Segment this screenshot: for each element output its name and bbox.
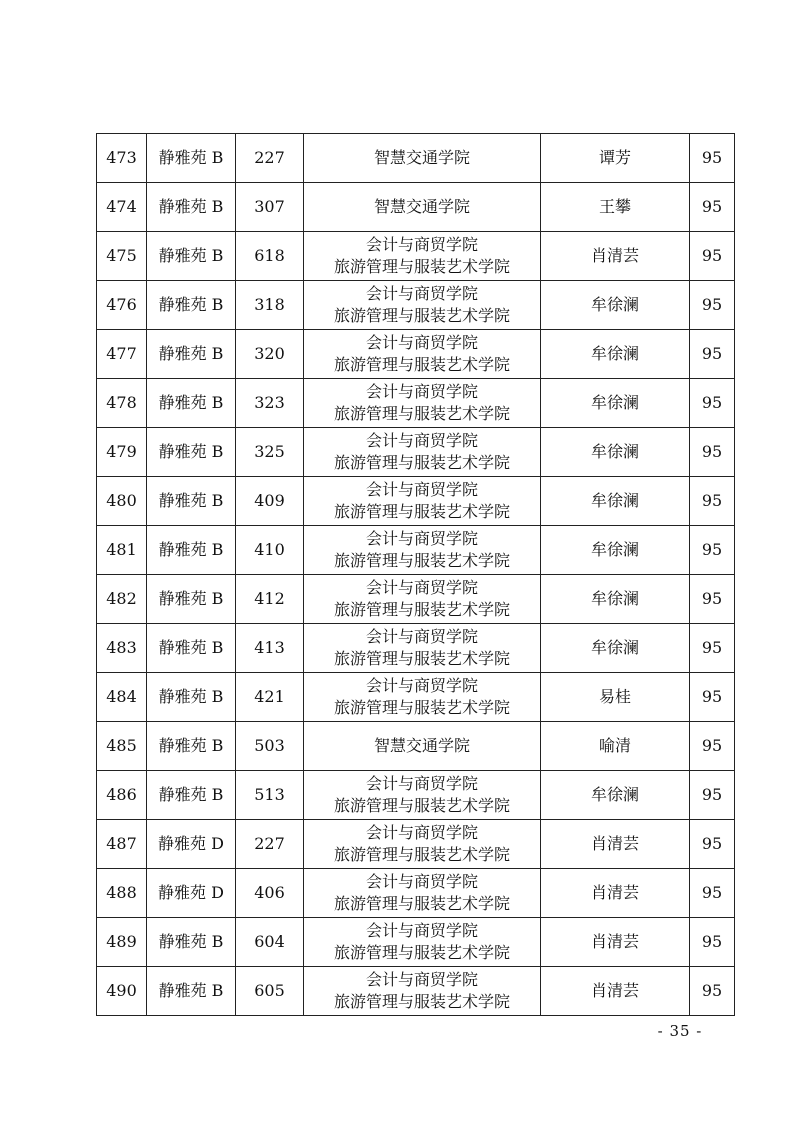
college-line: 会计与商贸学院 — [365, 480, 478, 499]
cell-room: 323 — [236, 379, 304, 428]
cell-room: 513 — [236, 771, 304, 820]
cell-number: 475 — [97, 232, 147, 281]
table-row — [97, 477, 735, 526]
table-row — [97, 820, 735, 869]
cell-room: 412 — [236, 575, 304, 624]
cell-number: 477 — [97, 330, 147, 379]
cell-room: 320 — [236, 330, 304, 379]
cell-building: 静雅苑 B — [147, 232, 236, 281]
cell-college — [304, 134, 541, 183]
cell-score: 95 — [690, 869, 735, 918]
cell-score: 95 — [690, 673, 735, 722]
cell-room: 421 — [236, 673, 304, 722]
cell-college — [304, 526, 541, 575]
college-line: 旅游管理与服装艺术学院 — [333, 600, 510, 619]
table-row — [97, 673, 735, 722]
cell-room: 406 — [236, 869, 304, 918]
cell-room: 410 — [236, 526, 304, 575]
table-row — [97, 526, 735, 575]
cell-room: 227 — [236, 134, 304, 183]
table-row — [97, 281, 735, 330]
cell-room: 325 — [236, 428, 304, 477]
cell-building: 静雅苑 B — [147, 183, 236, 232]
cell-college — [304, 183, 541, 232]
cell-building: 静雅苑 B — [147, 575, 236, 624]
cell-building: 静雅苑 B — [147, 918, 236, 967]
cell-number: 482 — [97, 575, 147, 624]
cell-number: 476 — [97, 281, 147, 330]
college-line: 旅游管理与服装艺术学院 — [333, 257, 510, 276]
cell-college — [304, 967, 541, 1016]
cell-score: 95 — [690, 281, 735, 330]
cell-building: 静雅苑 B — [147, 673, 236, 722]
cell-name: 易桂 — [541, 673, 690, 722]
college-line: 会计与商贸学院 — [365, 382, 478, 401]
cell-number: 490 — [97, 967, 147, 1016]
college-line: 会计与商贸学院 — [365, 529, 478, 548]
college-line: 旅游管理与服装艺术学院 — [333, 404, 510, 423]
table-row — [97, 967, 735, 1016]
table-row — [97, 869, 735, 918]
cell-room: 409 — [236, 477, 304, 526]
table-row — [97, 918, 735, 967]
college-line: 旅游管理与服装艺术学院 — [333, 796, 510, 815]
cell-name: 牟徐澜 — [541, 771, 690, 820]
cell-name: 谭芳 — [541, 134, 690, 183]
college-line: 会计与商贸学院 — [365, 774, 478, 793]
college-line: 智慧交通学院 — [373, 197, 470, 216]
cell-building: 静雅苑 D — [147, 820, 236, 869]
table-row — [97, 379, 735, 428]
cell-college — [304, 428, 541, 477]
cell-college — [304, 869, 541, 918]
cell-building: 静雅苑 B — [147, 967, 236, 1016]
cell-name: 牟徐澜 — [541, 477, 690, 526]
college-line: 会计与商贸学院 — [365, 676, 478, 695]
table-row — [97, 624, 735, 673]
cell-college — [304, 330, 541, 379]
college-line: 智慧交通学院 — [373, 148, 470, 167]
cell-name: 肖清芸 — [541, 232, 690, 281]
cell-room: 604 — [236, 918, 304, 967]
page-number: - 35 - — [657, 1022, 703, 1040]
college-line: 会计与商贸学院 — [365, 872, 478, 891]
college-line: 会计与商贸学院 — [365, 627, 478, 646]
cell-name: 牟徐澜 — [541, 575, 690, 624]
cell-name: 肖清芸 — [541, 869, 690, 918]
college-line: 旅游管理与服装艺术学院 — [333, 502, 510, 521]
cell-score: 95 — [690, 624, 735, 673]
cell-score: 95 — [690, 967, 735, 1016]
college-line: 会计与商贸学院 — [365, 431, 478, 450]
college-line: 会计与商贸学院 — [365, 823, 478, 842]
cell-number: 487 — [97, 820, 147, 869]
cell-building: 静雅苑 B — [147, 526, 236, 575]
cell-building: 静雅苑 B — [147, 379, 236, 428]
table-row — [97, 232, 735, 281]
cell-number: 479 — [97, 428, 147, 477]
cell-number: 485 — [97, 722, 147, 771]
cell-name: 牟徐澜 — [541, 526, 690, 575]
college-line: 智慧交通学院 — [373, 736, 470, 755]
cell-college — [304, 771, 541, 820]
cell-college — [304, 673, 541, 722]
cell-number: 473 — [97, 134, 147, 183]
table-row — [97, 575, 735, 624]
cell-room: 618 — [236, 232, 304, 281]
cell-number: 478 — [97, 379, 147, 428]
cell-score: 95 — [690, 526, 735, 575]
cell-score: 95 — [690, 428, 735, 477]
cell-score: 95 — [690, 820, 735, 869]
cell-score: 95 — [690, 477, 735, 526]
cell-building: 静雅苑 B — [147, 477, 236, 526]
cell-score: 95 — [690, 722, 735, 771]
cell-number: 480 — [97, 477, 147, 526]
cell-name: 肖清芸 — [541, 820, 690, 869]
cell-name: 牟徐澜 — [541, 281, 690, 330]
college-line: 会计与商贸学院 — [365, 578, 478, 597]
table-body — [97, 134, 735, 1016]
cell-number: 484 — [97, 673, 147, 722]
cell-room: 605 — [236, 967, 304, 1016]
cell-score: 95 — [690, 134, 735, 183]
table-row — [97, 771, 735, 820]
table-row — [97, 134, 735, 183]
cell-room: 318 — [236, 281, 304, 330]
cell-college — [304, 575, 541, 624]
cell-number: 488 — [97, 869, 147, 918]
cell-college — [304, 624, 541, 673]
dormitory-score-table — [96, 133, 735, 1016]
cell-number: 486 — [97, 771, 147, 820]
cell-score: 95 — [690, 232, 735, 281]
cell-room: 503 — [236, 722, 304, 771]
cell-name: 肖清芸 — [541, 967, 690, 1016]
cell-number: 483 — [97, 624, 147, 673]
cell-name: 牟徐澜 — [541, 330, 690, 379]
cell-college — [304, 820, 541, 869]
cell-building: 静雅苑 B — [147, 722, 236, 771]
college-line: 会计与商贸学院 — [365, 333, 478, 352]
cell-college — [304, 918, 541, 967]
cell-number: 489 — [97, 918, 147, 967]
table-row — [97, 722, 735, 771]
cell-room: 307 — [236, 183, 304, 232]
table-row — [97, 428, 735, 477]
college-line: 旅游管理与服装艺术学院 — [333, 698, 510, 717]
cell-college — [304, 232, 541, 281]
college-line: 旅游管理与服装艺术学院 — [333, 649, 510, 668]
cell-score: 95 — [690, 771, 735, 820]
cell-college — [304, 379, 541, 428]
cell-building: 静雅苑 B — [147, 428, 236, 477]
cell-name: 肖清芸 — [541, 918, 690, 967]
cell-building: 静雅苑 B — [147, 330, 236, 379]
college-line: 旅游管理与服装艺术学院 — [333, 992, 510, 1011]
table-row — [97, 330, 735, 379]
college-line: 旅游管理与服装艺术学院 — [333, 894, 510, 913]
college-line: 会计与商贸学院 — [365, 970, 478, 989]
cell-score: 95 — [690, 575, 735, 624]
cell-name: 王攀 — [541, 183, 690, 232]
college-line: 会计与商贸学院 — [365, 284, 478, 303]
cell-college — [304, 477, 541, 526]
college-line: 旅游管理与服装艺术学院 — [333, 306, 510, 325]
cell-number: 481 — [97, 526, 147, 575]
cell-college — [304, 281, 541, 330]
cell-building: 静雅苑 B — [147, 624, 236, 673]
cell-building: 静雅苑 B — [147, 134, 236, 183]
cell-name: 牟徐澜 — [541, 379, 690, 428]
cell-score: 95 — [690, 918, 735, 967]
cell-building: 静雅苑 B — [147, 281, 236, 330]
college-line: 会计与商贸学院 — [365, 235, 478, 254]
table-row — [97, 183, 735, 232]
cell-score: 95 — [690, 183, 735, 232]
college-line: 旅游管理与服装艺术学院 — [333, 355, 510, 374]
cell-college — [304, 722, 541, 771]
cell-room: 227 — [236, 820, 304, 869]
cell-room: 413 — [236, 624, 304, 673]
cell-score: 95 — [690, 330, 735, 379]
college-line: 旅游管理与服装艺术学院 — [333, 845, 510, 864]
cell-name: 喻清 — [541, 722, 690, 771]
cell-name: 牟徐澜 — [541, 624, 690, 673]
college-line: 旅游管理与服装艺术学院 — [333, 551, 510, 570]
college-line: 旅游管理与服装艺术学院 — [333, 943, 510, 962]
college-line: 会计与商贸学院 — [365, 921, 478, 940]
cell-building: 静雅苑 D — [147, 869, 236, 918]
cell-building: 静雅苑 B — [147, 771, 236, 820]
cell-score: 95 — [690, 379, 735, 428]
college-line: 旅游管理与服装艺术学院 — [333, 453, 510, 472]
cell-number: 474 — [97, 183, 147, 232]
cell-name: 牟徐澜 — [541, 428, 690, 477]
